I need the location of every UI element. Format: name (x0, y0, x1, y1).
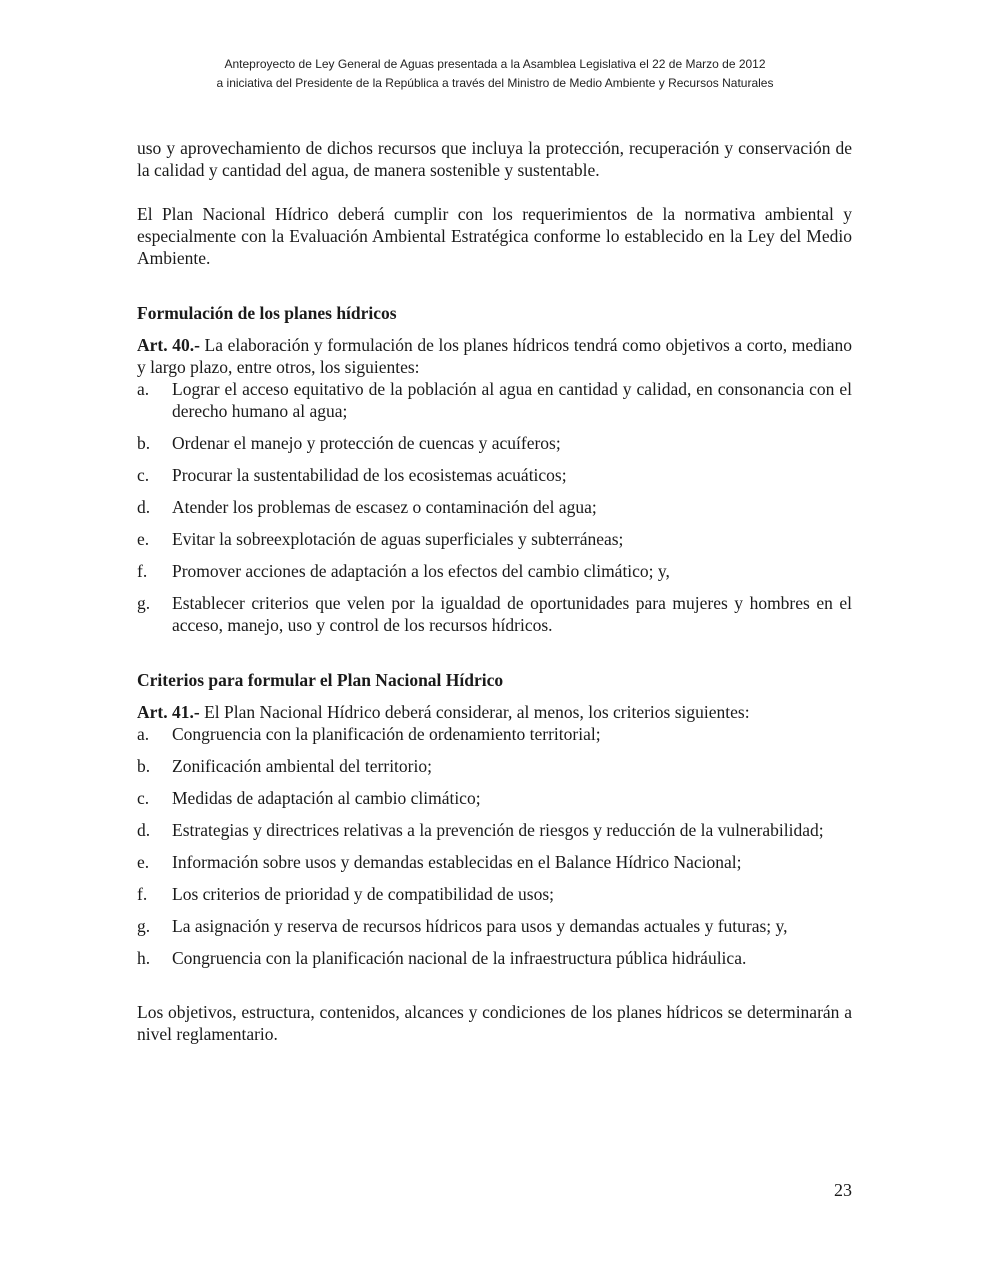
page-header (0, 55, 990, 93)
header-line-1: Anteproyecto de Ley General de Aguas presentada a la Asamblea Legislativa el 22 de Marzo de 2012 (224, 57, 766, 71)
list-item (137, 819, 852, 841)
list-item (137, 851, 852, 873)
list-item-label: a. (137, 379, 150, 399)
article-41-text: El Plan Nacional Hídrico deberá considerar, al menos, los criterios siguientes: (199, 702, 750, 722)
list-item-label: h. (137, 948, 151, 968)
article-41-list (137, 723, 852, 969)
list-item-text: La asignación y reserva de recursos hídricos para usos y demandas actuales y futuras; y, (172, 916, 788, 936)
list-item (137, 755, 852, 777)
list-item (137, 592, 852, 636)
paragraph-intro: uso y aprovechamiento de dichos recursos que incluya la protección, recuperación y conservación de la calidad y cantidad del agua, de manera sostenible y sustentable. (137, 138, 852, 180)
paragraph-closing: Los objetivos, estructura, contenidos, alcances y condiciones de los planes hídricos se determinarán a nivel reglamentario. (137, 1002, 852, 1044)
paragraph-plan-nacional: El Plan Nacional Hídrico deberá cumplir con los requerimientos de la normativa ambiental y especialmente con la Evaluación Ambiental Estratégica conforme lo establecido en la Ley del Medio Ambiente. (137, 204, 852, 268)
list-item-label: b. (137, 433, 151, 453)
section-heading-criterios: Criterios para formular el Plan Nacional Hídrico (137, 670, 504, 690)
list-item-text: Procurar la sustentabilidad de los ecosistemas acuáticos; (172, 465, 567, 485)
list-item-text: Lograr el acceso equitativo de la población al agua en cantidad y calidad, en consonancia con el derecho humano al agua; (172, 379, 852, 421)
list-item-label: e. (137, 852, 150, 872)
list-item (137, 787, 852, 809)
list-item-label: d. (137, 497, 151, 517)
article-41 (137, 701, 852, 723)
list-item (137, 915, 852, 937)
list-item-label: d. (137, 820, 151, 840)
list-item-label: f. (137, 561, 148, 581)
list-item-text: Medidas de adaptación al cambio climático; (172, 788, 481, 808)
article-40-list (137, 378, 852, 636)
list-item-text: Atender los problemas de escasez o contaminación del agua; (172, 497, 597, 517)
list-item-text: Estrategias y directrices relativas a la prevención de riesgos y reducción de la vulnerabilidad; (172, 820, 824, 840)
article-40 (137, 334, 852, 378)
list-item-label: b. (137, 756, 151, 776)
list-item-label: g. (137, 593, 151, 613)
article-40-label: Art. 40.- (137, 335, 200, 355)
list-item-text: Información sobre usos y demandas establecidas en el Balance Hídrico Nacional; (172, 852, 742, 872)
article-41-label: Art. 41.- (137, 702, 200, 722)
list-item-text: Ordenar el manejo y protección de cuencas y acuíferos; (172, 433, 561, 453)
article-40-text: La elaboración y formulación de los planes hídricos tendrá como objetivos a corto, mediano y largo plazo, entre otros, los siguientes: (137, 335, 853, 377)
list-item (137, 947, 852, 969)
list-item-text: Evitar la sobreexplotación de aguas superficiales y subterráneas; (172, 529, 624, 549)
list-item (137, 496, 852, 518)
list-item-text: Promover acciones de adaptación a los efectos del cambio climático; y, (172, 561, 670, 581)
list-item (137, 883, 852, 905)
list-item-text: Congruencia con la planificación nacional de la infraestructura pública hidráulica. (172, 948, 747, 968)
list-item (137, 378, 852, 422)
list-item-text: Congruencia con la planificación de ordenamiento territorial; (172, 724, 601, 744)
list-item-label: f. (137, 884, 148, 904)
section-heading-formulacion: Formulación de los planes hídricos (137, 303, 397, 323)
list-item-label: c. (137, 788, 150, 808)
list-item-label: c. (137, 465, 150, 485)
list-item (137, 464, 852, 486)
list-item (137, 723, 852, 745)
list-item-text: Establecer criterios que velen por la igualdad de oportunidades para mujeres y hombres en el acceso, manejo, uso y control de los recursos hídricos. (172, 593, 852, 635)
list-item (137, 528, 852, 550)
list-item-label: a. (137, 724, 150, 744)
list-item-label: g. (137, 916, 151, 936)
list-item (137, 560, 852, 582)
document-body (137, 137, 852, 1045)
list-item-text: Zonificación ambiental del territorio; (172, 756, 432, 776)
list-item-label: e. (137, 529, 150, 549)
list-item-text: Los criterios de prioridad y de compatibilidad de usos; (172, 884, 554, 904)
page-number: 23 (834, 1180, 852, 1200)
header-line-2: a iniciativa del Presidente de la República a través del Ministro de Medio Ambiente y Recursos Naturales (216, 76, 774, 90)
list-item (137, 432, 852, 454)
